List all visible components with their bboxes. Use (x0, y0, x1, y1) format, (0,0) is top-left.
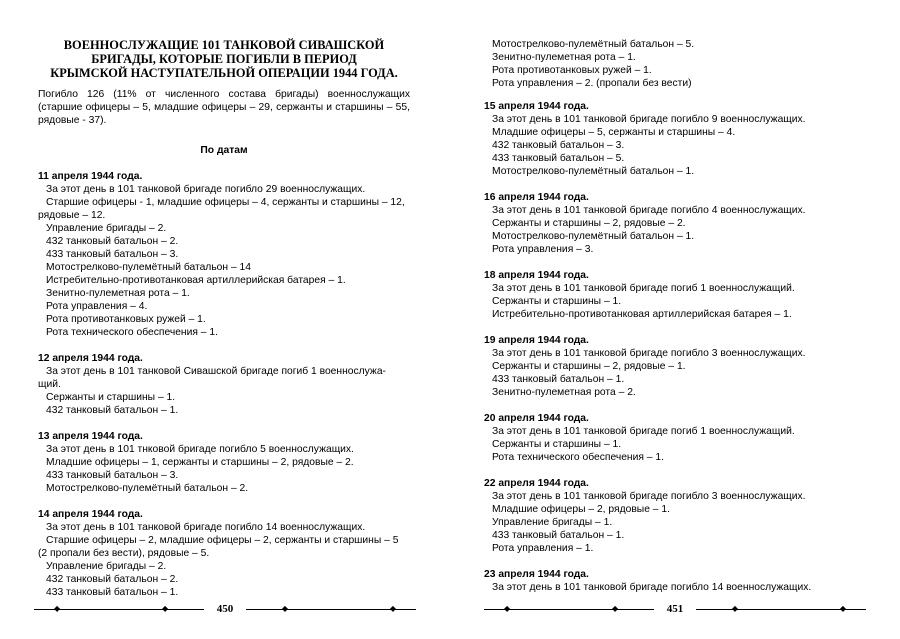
entry-line: Сержанты и старшины – 1. (492, 439, 622, 450)
entry-line: Мотострелково-пулемётный батальон – 1. (492, 231, 695, 242)
entry-line: 433 танковый батальон – 3. (46, 470, 179, 481)
entry-line: Зенитно-пулеметная рота – 2. (492, 387, 636, 398)
entry-line: Зенитно-пулеметная рота – 1. (46, 288, 190, 299)
date-entry (484, 334, 859, 399)
entry-line: Рота технического обеспечения – 1. (492, 452, 664, 463)
page-number: 450 (216, 603, 234, 615)
entry-line: Рота противотанковых ружей – 1. (46, 314, 206, 325)
ornament-icon: ◆ (839, 604, 846, 613)
ornament-icon: ◆ (281, 604, 288, 613)
entry-line: Мотострелково-пулемётный батальон – 5. (492, 39, 695, 50)
entry-line: Истребительно-противотанковая артиллерийская батарея – 1. (46, 275, 346, 286)
ornament-icon: ◆ (612, 604, 619, 613)
entry-line: За этот день в 101 танковой бригаде погиб 1 военнослужащий. (492, 426, 795, 437)
intro-paragraph: Погибло 126 (11% от численного состава бригады) военнослужащих (старшие офицеры – 5, младшие офицеры – 29, сержанты и старшины – 55, рядовые - 37). (38, 89, 410, 126)
page-footer (484, 604, 866, 614)
entry-line: Рота управления – 4. (46, 301, 148, 312)
date-entry (38, 508, 410, 599)
entry-line: За этот день в 101 танковой бригаде погибло 3 военнослужащих. (492, 491, 806, 502)
entry-line: Младшие офицеры – 5, сержанты и старшины – 4. (492, 127, 736, 138)
entry-line: 432 танковый батальон – 1. (46, 405, 179, 416)
entry-date: 18 апреля 1944 года. (484, 270, 589, 281)
entry-line: Мотострелково-пулемётный батальон – 2. (46, 483, 249, 494)
entry-line: За этот день в 101 танковой бригаде погибло 14 военнослужащих. (46, 522, 366, 533)
entry-line: 432 танковый батальон – 2. (46, 236, 179, 247)
date-entry (484, 191, 859, 256)
section-subheading: По датам (200, 145, 248, 156)
entry-line: Рота противотанковых ружей – 1. (492, 65, 652, 76)
entry-line: Рота управления – 1. (492, 543, 594, 554)
entry-line: За этот день в 101 танковой бригаде погибло 14 военнослужащих. (492, 582, 812, 593)
entry-line: Зенитно-пулеметная рота – 1. (492, 52, 636, 63)
entry-line: За этот день в 101 танковой бригаде погибло 4 военнослужащих. (492, 205, 806, 216)
entry-date: 14 апреля 1944 года. (38, 509, 143, 520)
entry-line: щий. (38, 379, 61, 390)
entry-line: Управление бригады – 1. (492, 517, 613, 528)
date-entry (38, 352, 410, 417)
ornament-icon: ◆ (731, 604, 738, 613)
date-entry (484, 269, 859, 321)
entry-line: Управление бригады – 2. (46, 223, 167, 234)
ornament-icon: ◆ (162, 604, 169, 613)
title-line: КРЫМСКОЙ НАСТУПАТЕЛЬНОЙ ОПЕРАЦИИ 1944 ГОДА. (50, 66, 398, 80)
entry-line: За этот день в 101 танковой бригаде погибло 9 военнослужащих. (492, 114, 806, 125)
right-page-text (484, 38, 859, 607)
entry-line: За этот день в 101 тнковой бригаде погибло 5 военнослужащих. (46, 444, 354, 455)
entry-line: За этот день в 101 танковой бригаде погибло 3 военнослужащих. (492, 348, 806, 359)
entry-date: 11 апреля 1944 года. (38, 171, 143, 182)
right-entries (484, 100, 859, 594)
chapter-title (38, 38, 410, 80)
entry-line: 433 танковый батальон – 1. (492, 530, 625, 541)
date-entry (484, 412, 859, 464)
entry-line: 432 танковый батальон – 3. (492, 140, 625, 151)
entry-line: Старшие офицеры - 1, младшие офицеры – 4, сержанты и старшины – 12, (46, 197, 405, 208)
entry-line: Младшие офицеры – 2, рядовые – 1. (492, 504, 670, 515)
entry-line: Сержанты и старшины – 1. (46, 392, 176, 403)
entry-date: 13 апреля 1944 года. (38, 431, 143, 442)
entry-date: 12 апреля 1944 года. (38, 353, 143, 364)
entry-date: 23 апреля 1944 года. (484, 569, 589, 580)
entry-line: Сержанты и старшины – 2, рядовые – 2. (492, 218, 686, 229)
right-page (450, 0, 900, 639)
page-number: 451 (666, 603, 684, 615)
entry-line: Сержанты и старшины – 2, рядовые – 1. (492, 361, 686, 372)
entry-date: 15 апреля 1944 года. (484, 101, 589, 112)
entry-line: За этот день в 101 танковой бригаде погибло 29 военнослужащих. (46, 184, 366, 195)
left-entries (38, 170, 410, 599)
entry-date: 22 апреля 1944 года. (484, 478, 589, 489)
ornament-icon: ◆ (504, 604, 511, 613)
entry-line: 433 танковый батальон – 3. (46, 249, 179, 260)
ornament-icon: ◆ (389, 604, 396, 613)
entry-line: рядовые – 12. (38, 210, 106, 221)
left-page-text (38, 38, 410, 612)
entry-line: Мотострелково-пулемётный батальон – 1. (492, 166, 695, 177)
entry-line: Мотострелково-пулемётный батальон – 14 (46, 262, 251, 273)
date-entry (38, 170, 410, 339)
entry-line: Сержанты и старшины – 1. (492, 296, 622, 307)
date-entry (38, 430, 410, 495)
title-line: ВОЕННОСЛУЖАЩИЕ 101 ТАНКОВОЙ СИВАШСКОЙ (63, 38, 385, 52)
title-line: БРИГАДЫ, КОТОРЫЕ ПОГИБЛИ В ПЕРИОД (91, 52, 357, 66)
entry-line: За этот день в 101 танковой Сивашской бригаде погиб 1 военнослужа- (46, 366, 386, 377)
entry-date: 16 апреля 1944 года. (484, 192, 589, 203)
date-entry (484, 568, 859, 594)
entry-line: Рота управления – 3. (492, 244, 594, 255)
entry-line: (2 пропали без вести), рядовые – 5. (38, 548, 210, 559)
entry-date: 19 апреля 1944 года. (484, 335, 589, 346)
entry-line: Младшие офицеры – 1, сержанты и старшины – 2, рядовые – 2. (46, 457, 354, 468)
continued-entry (484, 38, 859, 90)
entry-line: Истребительно-противотанковая артиллерийская батарея – 1. (492, 309, 792, 320)
entry-line: Рота технического обеспечения – 1. (46, 327, 218, 338)
date-entry (484, 100, 859, 178)
page-footer (34, 604, 416, 614)
entry-line: 433 танковый батальон – 5. (492, 153, 625, 164)
entry-line: Управление бригады – 2. (46, 561, 167, 572)
date-entry (484, 477, 859, 555)
entry-line: 433 танковый батальон – 1. (46, 587, 179, 598)
entry-line: За этот день в 101 танковой бригаде погиб 1 военнослужащий. (492, 283, 795, 294)
entry-line: 433 танковый батальон – 1. (492, 374, 625, 385)
entry-date: 20 апреля 1944 года. (484, 413, 589, 424)
ornament-icon: ◆ (54, 604, 61, 613)
entry-line: Рота управления – 2. (пропали без вести) (492, 78, 692, 89)
entry-line: 432 танковый батальон – 2. (46, 574, 179, 585)
entry-line: Старшие офицеры – 2, младшие офицеры – 2, сержанты и старшины – 5 (46, 535, 399, 546)
